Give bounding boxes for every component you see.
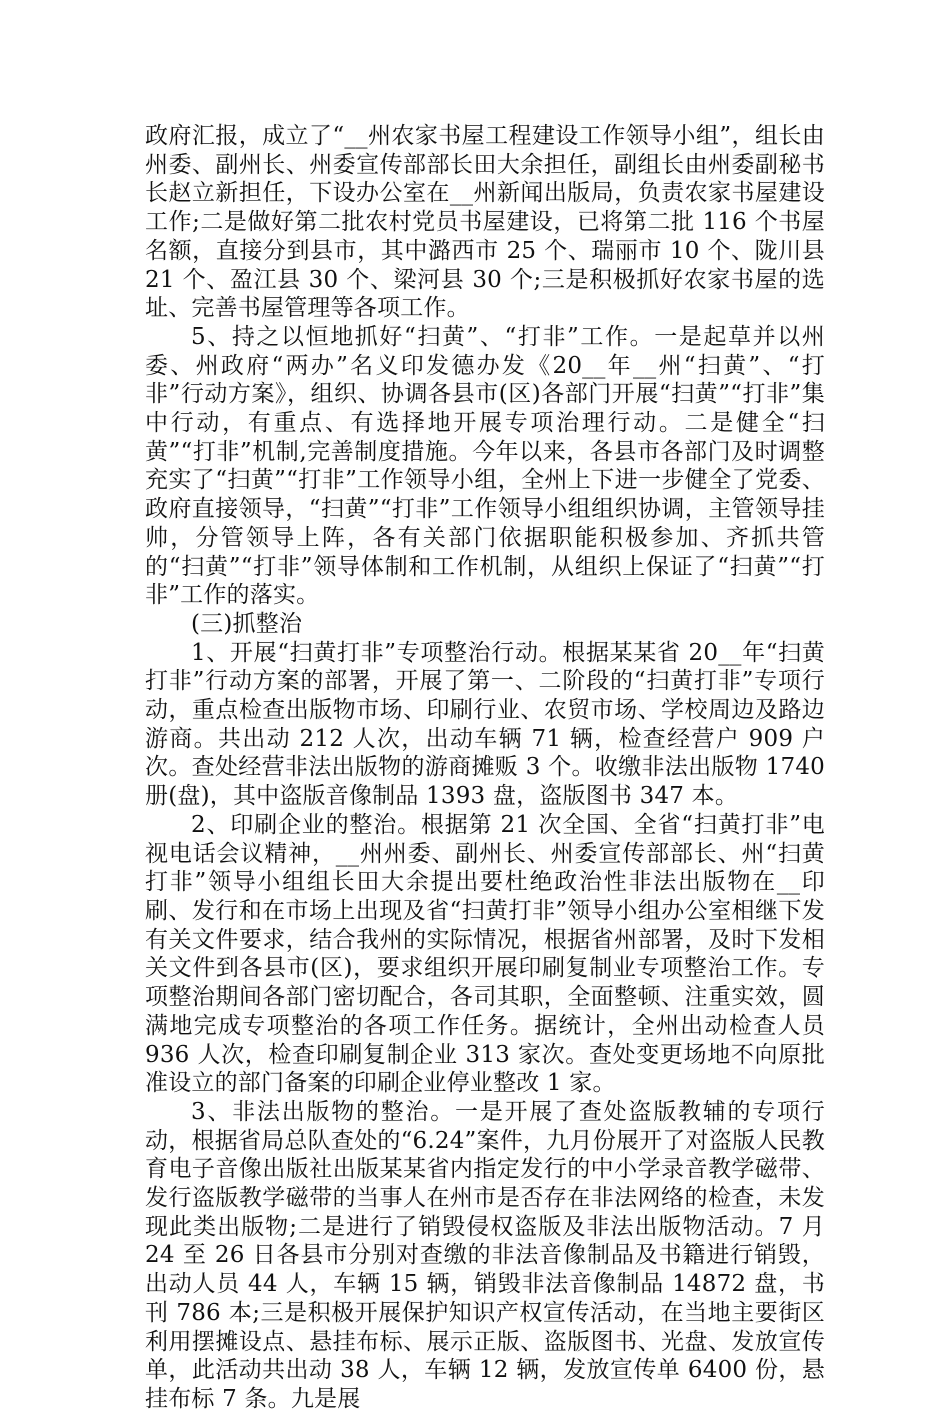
paragraph-printing-enterprises: 2、印刷企业的整治。根据第 21 次全国、全省“扫黄打非”电视电话会议精神，__州州委、副州长、州委宣传部部长、州“扫黄打非”领导小组组长田大余提出要杜绝政治性非法出版物在__印刷、发行和在市场上出现及省“扫黄打非”领导小组办公室相继下发有关文件要求，结合我州的实际情况，根据省州部署，及时下发相关文件到各县市(区)，要求组织开展印刷复制业专项整治工作。专项整治期间各部门密切配合，各司其职，全面整顿、注重实效，圆满地完成专项整治的各项工作任务。据统计，全州出动检查人员 936 人次，检查印刷复制企业 313 家次。查处变更场地不向原批准设立的部门备案的印刷企业停业整改 1 家。 — [145, 811, 833, 1097]
paragraph-anti-pornography: 5、持之以恒地抓好“扫黄”、“打非”工作。一是起草并以州委、州政府“两办”名义印发德办发《20__年__州“扫黄”、“打非”行动方案》，组织、协调各县市(区)各部门开展“扫黄”“打非”集中行动，有重点、有选择地开展专项治理行动。二是健全“扫黄”“打非”机制,完善制度措施。今年以来，各县市各部门及时调整充实了“扫黄”“打非”工作领导小组，全州上下进一步健全了党委、政府直接领导，“扫黄”“打非”工作领导小组组织协调，主管领导挂帅，分管领导上阵，各有关部门依据职能积极参加、齐抓共管的“扫黄”“打非”领导体制和工作机制，从组织上保证了“扫黄”“打非”工作的落实。 — [145, 323, 825, 609]
paragraph-special-campaign: 1、开展“扫黄打非”专项整治行动。根据某某省 20__年“扫黄打非”行动方案的部署，开展了第一、二阶段的“扫黄打非”专项行动，重点检查出版物市场、印刷行业、农贸市场、学校周边及路边游商。共出动 212 人次，出动车辆 71 辆，检查经营户 909 户次。查处经营非法出版物的游商摊贩 3 个。收缴非法出版物 1740 册(盘)，其中盗版音像制品 1393 盘，盗版图书 347 本。 — [145, 639, 833, 810]
section-heading-rectification: (三)抓整治 — [191, 610, 303, 637]
paragraph-leadership-group: 政府汇报，成立了“__州农家书屋工程建设工作领导小组”，组长由州委、副州长、州委宣传部部长田大余担任，副组长由州委副秘书长赵立新担任，下设办公室在__州新闻出版局，负责农家书屋建设工作;二是做好第二批农村党员书屋建设，已将第二批 116 个书屋名额，直接分到县市，其中潞西市 25 个、瑞丽市 10 个、陇川县 21 个、盈江县 30 个、梁河县 30 个;三是积极抓好农家书屋的选址、完善书屋管理等各项工作。 — [145, 123, 833, 322]
document-page — [145, 122, 833, 1414]
paragraph-illegal-publications: 3、非法出版物的整治。一是开展了查处盗版教辅的专项行动，根据省局总队查处的“6.24”案件，九月份展开了对盗版人民教育电子音像出版社出版某某省内指定发行的中小学录音教学磁带、发行盗版教学磁带的当事人在州市是否存在非法网络的检查，未发现此类出版物;二是进行了销毁侵权盗版及非法出版物活动。7 月 24 至 26 日各县市分别对查缴的非法音像制品及书籍进行销毁，出动人员 44 人，车辆 15 辆，销毁非法音像制品 14872 盘，书刊 786 本;三是积极开展保护知识产权宣传活动，在当地主要街区利用摆摊设点、悬挂布标、展示正版、盗版图书、光盘、发放宣传单，此活动共出动 38 人，车辆 12 辆，发放宣传单 6400 份，悬挂布标 7 条。九是展 — [145, 1098, 833, 1412]
